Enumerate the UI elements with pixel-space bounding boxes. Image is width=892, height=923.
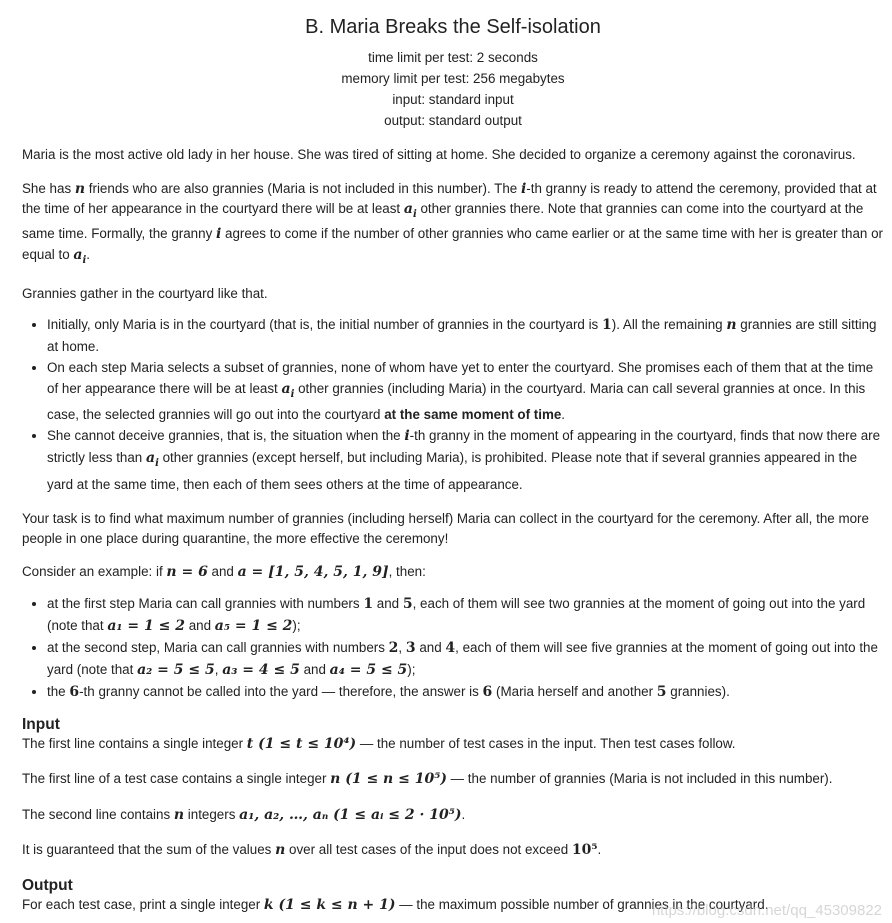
- statement-paragraph-2: [22, 179, 884, 271]
- list-item: [47, 637, 884, 681]
- output-title: Output: [22, 876, 73, 894]
- math-i: i: [404, 428, 410, 445]
- math-num: 6: [69, 683, 80, 700]
- input-section: [22, 715, 884, 861]
- text: and: [373, 595, 403, 611]
- math-a: a: [145, 450, 156, 467]
- text: other grannies there. Note that grannies can come into the courtyard at the same time. Formally, the granny: [22, 201, 864, 242]
- math-expr: a₅ = 1 ≤ 2: [214, 617, 293, 634]
- math-num: 3: [405, 639, 416, 656]
- text: .: [561, 407, 566, 423]
- text: and: [207, 564, 238, 580]
- math-num: 2: [388, 639, 399, 656]
- text: The first line of a test case contains a single integer: [22, 771, 331, 787]
- input-title: Input: [22, 715, 60, 733]
- text: (Maria herself and another: [492, 683, 657, 699]
- text: over all test cases of the input does not exceed: [285, 842, 572, 858]
- text: .: [597, 842, 602, 858]
- math-expr: 10⁵: [571, 842, 598, 859]
- text: It is guaranteed that the sum of the values: [22, 842, 276, 858]
- text: — the number of test cases in the input. Then test cases follow.: [356, 735, 736, 751]
- math-expr: k (1 ≤ k ≤ n + 1): [263, 896, 396, 913]
- math-ai: $a_i$: [403, 201, 417, 220]
- time-limit: time limit per test: 2 seconds: [368, 50, 538, 65]
- math-a: a: [281, 380, 291, 397]
- text: On each step Maria selects a subset of grannies, none of whom have yet to enter the courtyard. She promises each of them that at the time of her appearance there will be at least: [47, 359, 874, 396]
- output-spec: output: standard output: [384, 113, 522, 128]
- list-item: [47, 593, 884, 637]
- math-expr: a₂ = 5 ≤ 5: [137, 661, 215, 678]
- math-expr: a₁ = 1 ≤ 2: [107, 617, 185, 634]
- text: and: [415, 639, 446, 655]
- math-n: n: [74, 180, 86, 197]
- problem-statement: [22, 145, 884, 703]
- math-a-eq: a = [1, 5, 4, 5, 1, 9]: [237, 564, 389, 581]
- text: The second line contains: [22, 806, 174, 822]
- math-ai: $a_i$: [281, 380, 295, 400]
- bold-text: at the same moment of time: [384, 407, 562, 423]
- text: other grannies (including Maria) in the courtyard. Maria can call several grannies at once. In this case, the selected grannies will go out into the courtyard: [47, 380, 866, 423]
- text: — the maximum possible number of grannies in the courtyard.: [395, 896, 769, 912]
- text: , each of them will see five grannies at the moment of going out into the yard (note that: [47, 639, 878, 677]
- math-a: a: [73, 246, 83, 263]
- text: — the number of grannies (Maria is not included in this number).: [446, 771, 833, 787]
- list-item: [47, 681, 884, 703]
- watermark: https://blog.csdn.net/qq_45309822: [651, 902, 882, 919]
- math-expr: a₁, a₂, …, aₙ (1 ≤ aᵢ ≤ 2 · 10⁵): [239, 806, 462, 823]
- text: );: [292, 617, 301, 633]
- rules-list: [22, 314, 884, 496]
- math-expr: t (1 ≤ t ≤ 10⁴): [246, 735, 357, 752]
- math-n: n: [726, 316, 737, 333]
- text: at the second step, Maria can call grannies with numbers: [47, 639, 389, 655]
- text: , then:: [388, 564, 426, 580]
- math-n-eq: n = 6: [166, 564, 208, 581]
- text: -th granny is ready to attend the ceremony, provided that at the time of her appearance in the courtyard there will be at least: [22, 180, 877, 216]
- text: ,: [398, 639, 406, 655]
- math-num: 5: [656, 683, 667, 700]
- text: other grannies (except herself, but including Maria), is prohibited. Please note that if several grannies appeared in the yard at the same time, then each of them sees others at the time of appearance.: [47, 450, 858, 493]
- text: and: [299, 661, 330, 677]
- statement-paragraph-4: Your task is to find what maximum number of grannies (including herself) Maria can collect in the courtyard for the ceremony. After all, the more people in one place during quarantine, the more effective the ceremony!: [22, 511, 869, 546]
- text: and: [184, 617, 215, 633]
- math-num: 6: [482, 683, 493, 700]
- math-expr: n (1 ≤ n ≤ 10⁵): [330, 771, 447, 788]
- example-list: [22, 593, 884, 703]
- list-item: [47, 425, 884, 495]
- math-expr: a₄ = 5 ≤ 5: [329, 661, 408, 678]
- math-n: n: [173, 806, 185, 823]
- problem-title: B. Maria Breaks the Self-isolation: [305, 16, 601, 38]
- math-i: i: [520, 180, 527, 197]
- math-n: n: [275, 842, 286, 859]
- example-intro: [22, 562, 884, 583]
- text: -th granny in the moment of appearing in the courtyard, finds that now there are strictly less than: [47, 428, 881, 466]
- math-a: a: [403, 201, 413, 217]
- problem-header: [22, 16, 884, 131]
- math-num: 4: [445, 639, 456, 656]
- text: grannies).: [666, 683, 730, 699]
- text: For each test case, print a single integer: [22, 896, 264, 912]
- text: -th granny cannot be called into the yard — therefore, the answer is: [79, 683, 483, 699]
- text: );: [407, 661, 416, 677]
- input-line-2: [22, 769, 884, 790]
- text: Initially, only Maria is in the courtyard (that is, the initial number of grannies in the courtyard is: [47, 316, 602, 332]
- text: at the first step Maria can call grannies with numbers: [47, 595, 364, 611]
- math-num: 5: [402, 595, 413, 612]
- text: She has: [22, 180, 75, 196]
- statement-paragraph-3: Grannies gather in the courtyard like that.: [22, 286, 268, 302]
- math-i: i: [215, 226, 222, 243]
- text: grannies are still sitting at home.: [47, 316, 877, 354]
- text: friends who are also grannies (Maria is not included in this number). The: [85, 180, 521, 196]
- text: The first line contains a single integer: [22, 735, 247, 751]
- text: .: [461, 806, 466, 822]
- statement-paragraph-1: Maria is the most active old lady in her house. She was tired of sitting at home. She decided to organize a ceremony against the coronavirus.: [22, 147, 856, 162]
- list-item: [47, 357, 884, 426]
- math-ai: $a_i$: [73, 246, 87, 266]
- memory-limit: memory limit per test: 256 megabytes: [341, 71, 565, 86]
- text: integers: [184, 806, 240, 822]
- text: She cannot deceive grannies, that is, the situation when the: [47, 428, 405, 444]
- text: ). All the remaining: [611, 316, 727, 332]
- list-item: [47, 314, 884, 357]
- text: the: [47, 683, 70, 699]
- problem-page: [22, 0, 884, 915]
- text: , each of them will see two grannies at the moment of going out into the yard (note that: [47, 595, 866, 633]
- text: ,: [214, 661, 223, 677]
- math-num: 1: [363, 595, 374, 612]
- math-1: 1: [601, 316, 612, 333]
- input-line-4: [22, 840, 884, 861]
- math-ai: $a_i$: [145, 450, 159, 470]
- text: agrees to come if the number of other grannies who came earlier or at the same time with her is greater than or equal to: [22, 226, 883, 262]
- text: Consider an example: if: [22, 564, 167, 580]
- input-line-1: [22, 734, 884, 755]
- input-line-3: [22, 805, 884, 826]
- text: .: [86, 246, 90, 262]
- math-expr: a₃ = 4 ≤ 5: [222, 661, 300, 678]
- input-spec: input: standard input: [392, 92, 514, 107]
